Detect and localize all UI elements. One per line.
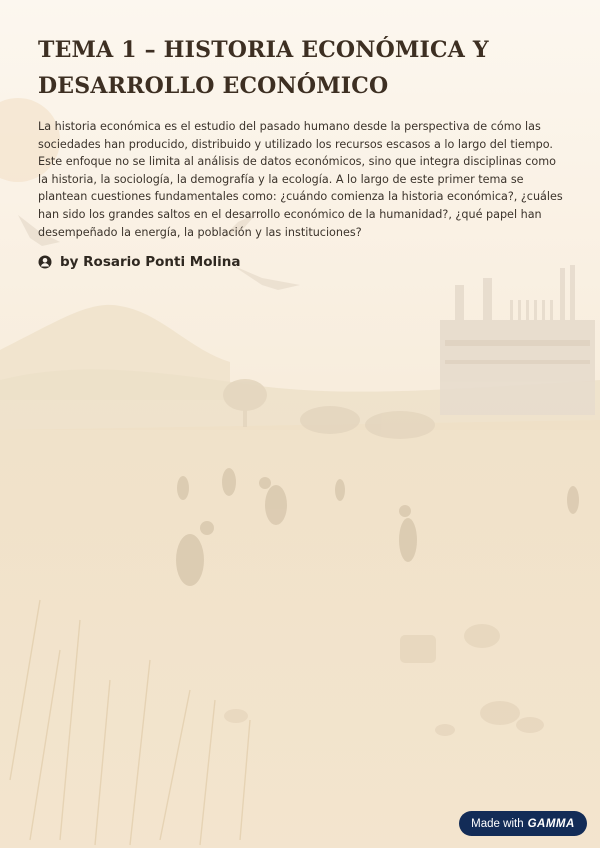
- title-line-2: DESARROLLO ECONÓMICO: [38, 73, 389, 99]
- user-avatar-icon: [38, 255, 52, 269]
- intro-paragraph: La historia económica es el estudio del pasado humano desde la perspectiva de cómo las sociedades han producido, distribuido y utilizado los recursos escasos a lo largo del tiempo. Este enfoque no se limita al análisis de datos económicos, sino que integra disciplinas como la historia, la sociología, la demografía y la ecología. A lo largo de este primer tema se plantean cuestiones fundamentales como: ¿cuándo comienza la historia económica?, ¿cuáles han sido los grandes saltos en el desarrollo económico de la humanidad?, ¿qué papel han desempeñado la energía, la población y las instituciones?: [38, 120, 563, 239]
- made-with-gamma-badge[interactable]: [459, 811, 587, 836]
- title-line-1: TEMA 1 – HISTORIA ECONÓMICA Y: [38, 37, 489, 63]
- page-title: [38, 32, 566, 104]
- badge-prefix: Made with: [471, 817, 524, 830]
- author-byline: [38, 254, 566, 270]
- content-area: [38, 32, 566, 270]
- badge-brand: GAMMA: [527, 817, 575, 830]
- author-name: by Rosario Ponti Molina: [60, 254, 241, 271]
